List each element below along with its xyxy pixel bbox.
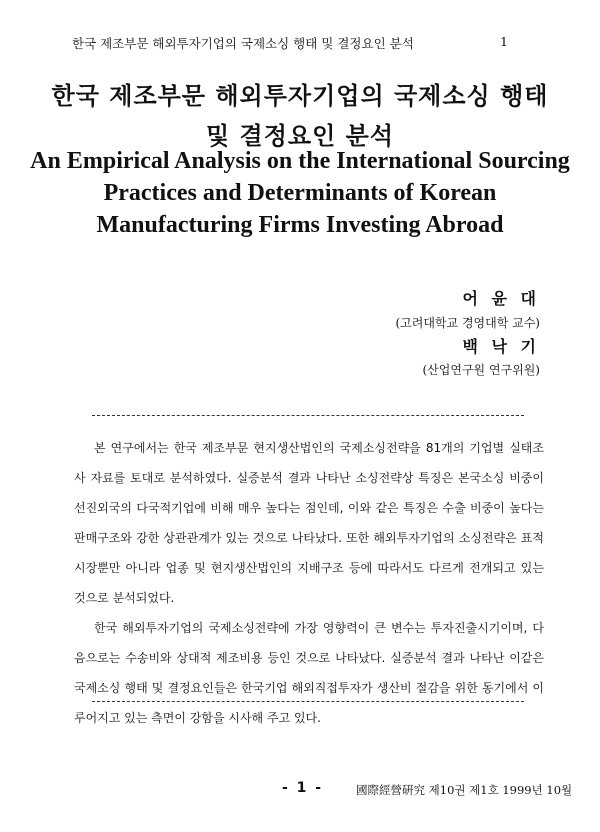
abstract-paragraph-1: 본 연구에서는 한국 제조부문 현지생산법인의 국제소싱전략을 81개의 기업별 실태조사 자료를 토대로 분석하였다. 실증분석 결과 나타난 소싱전략상 특징은 본국소싱 비중이 선진외국의 다국적기업에 비해 매우 높다는 점인데, 이와 같은 특징은 수출 비중이 높다는 판매구조와 강한 상관관계가 있는 것으로 나타났다. 또한 해외투자기업의 소싱전략은 표적시장뿐만 아니라 업종 및 현지생산법인의 지배구조 등에 따라서도 다르게 전개되고 있는 것으로 분석되었다.	[74, 441, 544, 605]
abstract-paragraph-2: 한국 해외투자기업의 국제소싱전략에 가장 영향력이 큰 변수는 투자진출시기이며, 다음으로는 수송비와 상대적 제조비용 등인 것으로 나타났다. 실증분석 결과 나타난 이같은 국제소싱 행태 및 결정요인들은 한국기업 해외직접투자가 생산비 절감을 위한 동기에서 이루어지고 있는 측면이 강함을 시사해 주고 있다.	[74, 621, 544, 725]
abstract	[74, 433, 544, 733]
korean-title-line-1: 한국 제조부문 해외투자기업의 국제소싱 행태	[51, 82, 549, 110]
running-head-title: 한국 제조부문 해외투자기업의 국제소싱 행태 및 결정요인 분석	[72, 36, 414, 51]
author-1-affiliation: (고려대학교 경영대학 교수)	[395, 316, 540, 330]
abstract-bottom-rule	[92, 701, 524, 702]
author-1-name: 어 윤 대	[462, 289, 540, 308]
abstract-top-rule	[92, 415, 524, 416]
english-title-line-1: An Empirical Analysis on the International Sourcing	[30, 148, 570, 174]
korean-title-line-2: 및 결정요인 분석	[206, 122, 394, 150]
author-2-affiliation: (산업연구원 연구위원)	[422, 363, 540, 377]
running-head-page-number: 1	[500, 34, 508, 49]
author-2-name: 백 낙 기	[462, 337, 540, 356]
english-title-line-2: Practices and Determinants of Korean	[103, 180, 497, 206]
footer-journal-citation: 國際經營硏究 제10권 제1호 1999년 10월	[356, 783, 573, 797]
footer-page-number: - 1 -	[282, 780, 324, 796]
english-title-line-3: Manufacturing Firms Investing Abroad	[96, 212, 504, 238]
running-head	[72, 34, 508, 52]
